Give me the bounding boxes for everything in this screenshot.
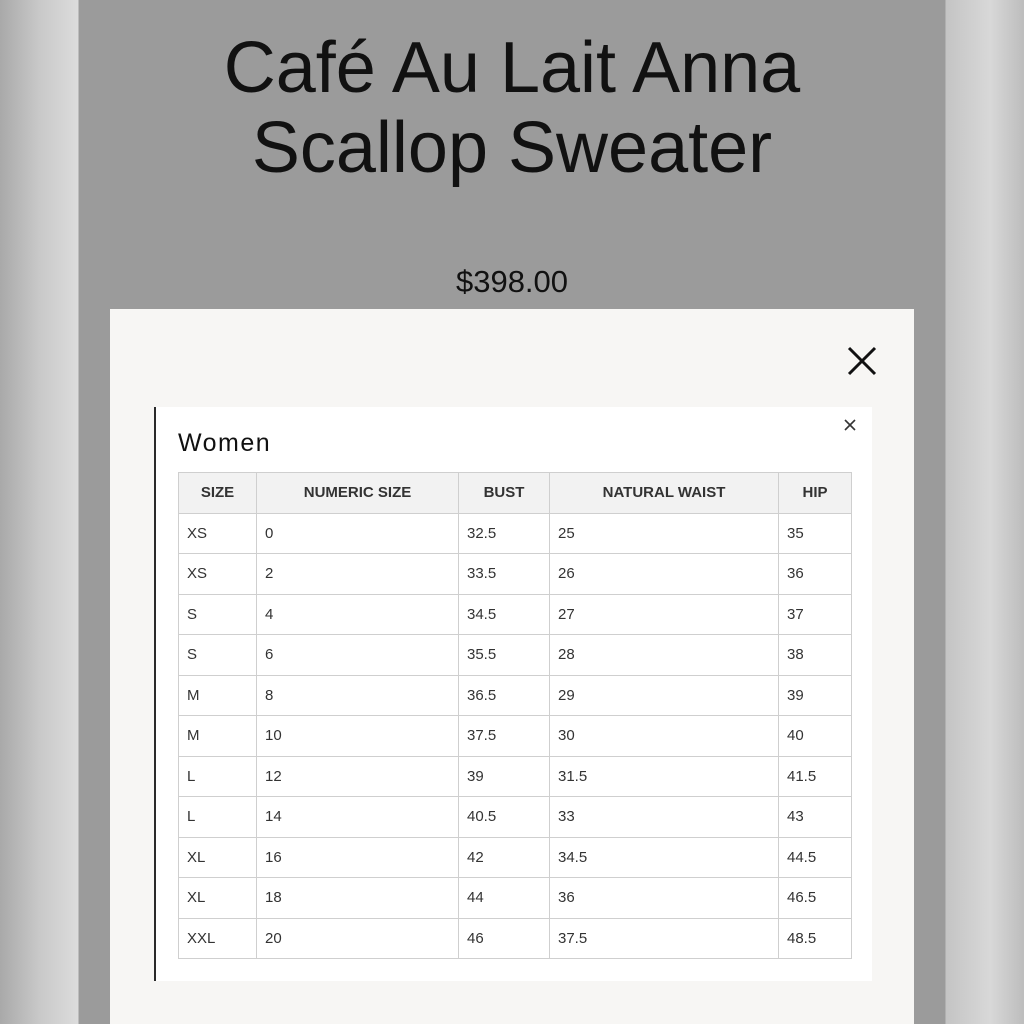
table-cell: S bbox=[179, 635, 257, 676]
product-price: $398.00 bbox=[455, 264, 569, 299]
column-header: SIZE bbox=[179, 473, 257, 514]
table-cell: 20 bbox=[257, 918, 459, 959]
table-cell: 36.5 bbox=[459, 675, 550, 716]
table-cell: 35 bbox=[779, 513, 852, 554]
product-title-line-1: Café Au Lait Anna bbox=[223, 28, 801, 108]
table-cell: 43 bbox=[779, 797, 852, 838]
table-cell: 35.5 bbox=[459, 635, 550, 676]
table-row bbox=[179, 797, 852, 838]
table-cell: 0 bbox=[257, 513, 459, 554]
table-cell: XXL bbox=[179, 918, 257, 959]
table-cell: 6 bbox=[257, 635, 459, 676]
table-cell: XL bbox=[179, 837, 257, 878]
size-table bbox=[178, 472, 852, 959]
table-row bbox=[179, 716, 852, 757]
table-cell: 36 bbox=[779, 554, 852, 595]
table-cell: 14 bbox=[257, 797, 459, 838]
table-cell: 34.5 bbox=[459, 594, 550, 635]
table-cell: L bbox=[179, 756, 257, 797]
table-cell: 29 bbox=[550, 675, 779, 716]
table-row bbox=[179, 918, 852, 959]
size-chart-panel bbox=[154, 407, 872, 981]
table-cell: 28 bbox=[550, 635, 779, 676]
product-title-line-2: Scallop Sweater bbox=[251, 108, 773, 188]
size-chart-heading: Women bbox=[178, 429, 272, 457]
table-cell: 10 bbox=[257, 716, 459, 757]
table-row bbox=[179, 756, 852, 797]
column-header: HIP bbox=[779, 473, 852, 514]
column-header: NUMERIC SIZE bbox=[257, 473, 459, 514]
table-cell: 33.5 bbox=[459, 554, 550, 595]
table-cell: 44.5 bbox=[779, 837, 852, 878]
table-cell: 44 bbox=[459, 878, 550, 919]
table-cell: XL bbox=[179, 878, 257, 919]
modal-close-button[interactable] bbox=[844, 343, 880, 379]
table-cell: 39 bbox=[779, 675, 852, 716]
column-header: NATURAL WAIST bbox=[550, 473, 779, 514]
table-row bbox=[179, 837, 852, 878]
table-cell: 32.5 bbox=[459, 513, 550, 554]
table-row bbox=[179, 878, 852, 919]
table-row bbox=[179, 635, 852, 676]
table-row bbox=[179, 513, 852, 554]
table-cell: 36 bbox=[550, 878, 779, 919]
table-cell: 33 bbox=[550, 797, 779, 838]
column-header: BUST bbox=[459, 473, 550, 514]
table-cell: 25 bbox=[550, 513, 779, 554]
table-cell: 4 bbox=[257, 594, 459, 635]
table-cell: L bbox=[179, 797, 257, 838]
table-cell: 46 bbox=[459, 918, 550, 959]
table-row bbox=[179, 594, 852, 635]
table-cell: 42 bbox=[459, 837, 550, 878]
table-cell: 40 bbox=[779, 716, 852, 757]
table-cell: 30 bbox=[550, 716, 779, 757]
table-cell: 37.5 bbox=[459, 716, 550, 757]
table-cell: 46.5 bbox=[779, 878, 852, 919]
table-cell: 12 bbox=[257, 756, 459, 797]
table-cell: XS bbox=[179, 513, 257, 554]
table-header-row bbox=[179, 473, 852, 514]
table-cell: 8 bbox=[257, 675, 459, 716]
table-cell: 27 bbox=[550, 594, 779, 635]
close-icon bbox=[844, 343, 880, 379]
table-cell: M bbox=[179, 716, 257, 757]
size-chart-modal bbox=[110, 309, 914, 1024]
close-icon bbox=[842, 417, 858, 433]
table-cell: M bbox=[179, 675, 257, 716]
size-chart-close-button[interactable] bbox=[842, 417, 858, 433]
table-cell: 34.5 bbox=[550, 837, 779, 878]
table-cell: 31.5 bbox=[550, 756, 779, 797]
table-cell: 48.5 bbox=[779, 918, 852, 959]
table-cell: 37 bbox=[779, 594, 852, 635]
table-cell: 26 bbox=[550, 554, 779, 595]
product-title bbox=[0, 28, 1024, 188]
table-cell: 41.5 bbox=[779, 756, 852, 797]
table-row bbox=[179, 554, 852, 595]
table-cell: S bbox=[179, 594, 257, 635]
table-cell: 40.5 bbox=[459, 797, 550, 838]
table-cell: 18 bbox=[257, 878, 459, 919]
table-cell: 16 bbox=[257, 837, 459, 878]
table-row bbox=[179, 675, 852, 716]
table-body bbox=[179, 513, 852, 959]
table-cell: 39 bbox=[459, 756, 550, 797]
table-cell: 2 bbox=[257, 554, 459, 595]
table-cell: 37.5 bbox=[550, 918, 779, 959]
table-cell: XS bbox=[179, 554, 257, 595]
table-cell: 38 bbox=[779, 635, 852, 676]
